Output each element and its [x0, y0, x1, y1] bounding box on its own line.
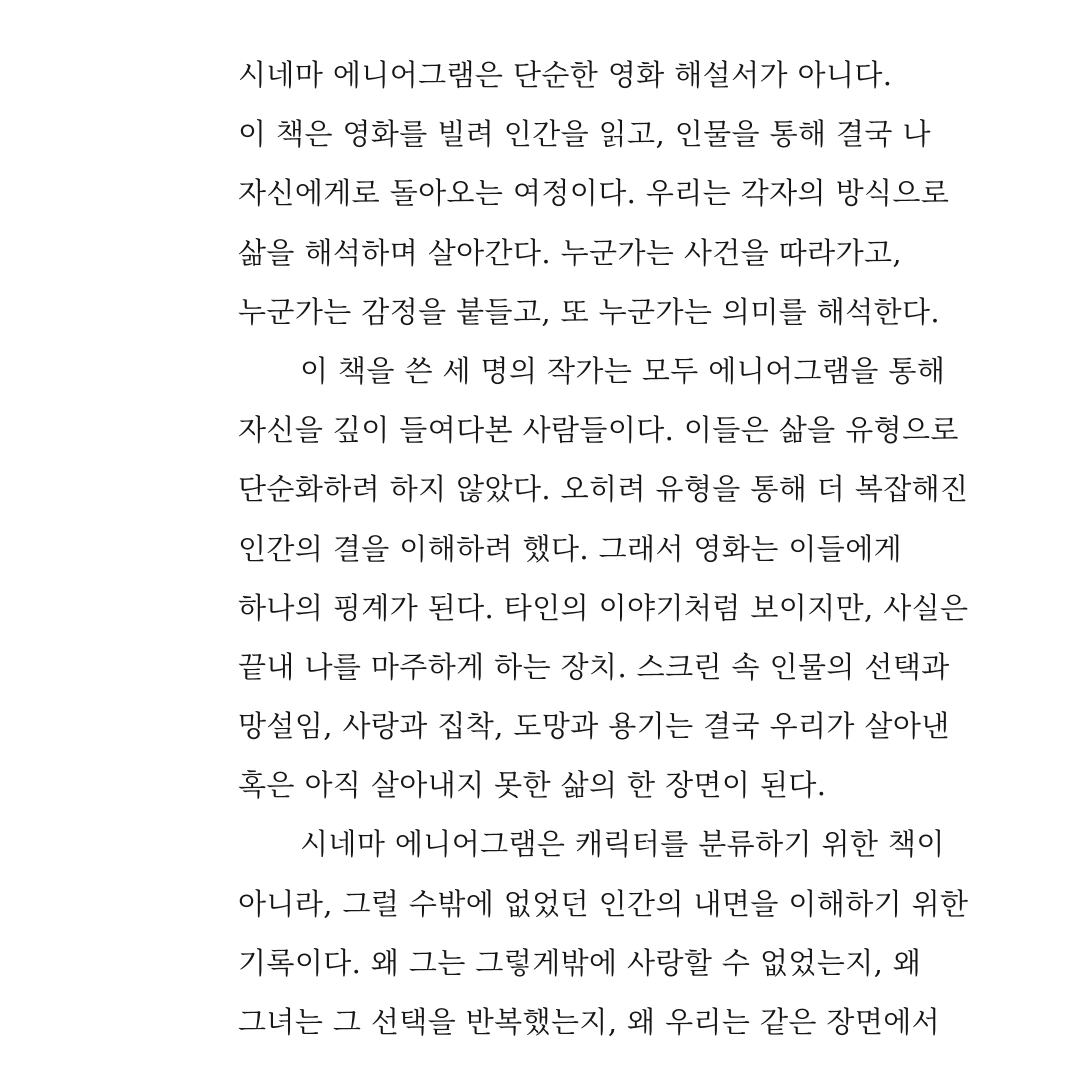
text-line: 인간의 결을 이해하려 했다. 그래서 영화는 이들에게 [238, 531, 903, 566]
text-line: 시네마 에니어그램은 단순한 영화 해설서가 아니다. [238, 58, 893, 92]
text-line: 끝내 나를 마주하게 하는 장치. 스크린 속 인물의 선택과 [238, 649, 950, 684]
paragraph-start-line: 시네마 에니어그램은 캐릭터를 분류하기 위한 책이 [300, 827, 945, 862]
text-line: 자신을 깊이 들여다본 사람들이다. 이들은 삶을 유형으로 [238, 413, 959, 448]
text-line: 이 책은 영화를 빌려 인간을 읽고, 인물을 통해 결국 나 [238, 117, 931, 152]
paragraph-start-line: 이 책을 쓴 세 명의 작가는 모두 에니어그램을 통해 [300, 353, 946, 388]
text-line: 하나의 핑계가 된다. 타인의 이야기처럼 보이지만, 사실은 [238, 590, 969, 625]
text-line: 망설임, 사랑과 집착, 도망과 용기는 결국 우리가 살아낸 [238, 709, 950, 744]
text-line: 혹은 아직 살아내지 못한 삶의 한 장면이 된다. [238, 768, 827, 803]
text-line: 단순화하려 하지 않았다. 오히려 유형을 통해 더 복잡해진 [238, 472, 969, 507]
text-line: 아니라, 그럴 수밖에 없었던 인간의 내면을 이해하기 위한 [238, 886, 969, 921]
text-line: 그녀는 그 선택을 반복했는지, 왜 우리는 같은 장면에서 [238, 1005, 941, 1039]
body-text [238, 46, 1018, 1052]
text-line: 누군가는 감정을 붙들고, 또 누군가는 의미를 해석한다. [238, 294, 941, 329]
text-line: 삶을 해석하며 살아간다. 누군가는 사건을 따라가고, [238, 235, 903, 270]
text-line: 기록이다. 왜 그는 그렇게밖에 사랑할 수 없었는지, 왜 [238, 945, 922, 980]
text-line: 자신에게로 돌아오는 여정이다. 우리는 각자의 방식으로 [238, 176, 950, 211]
